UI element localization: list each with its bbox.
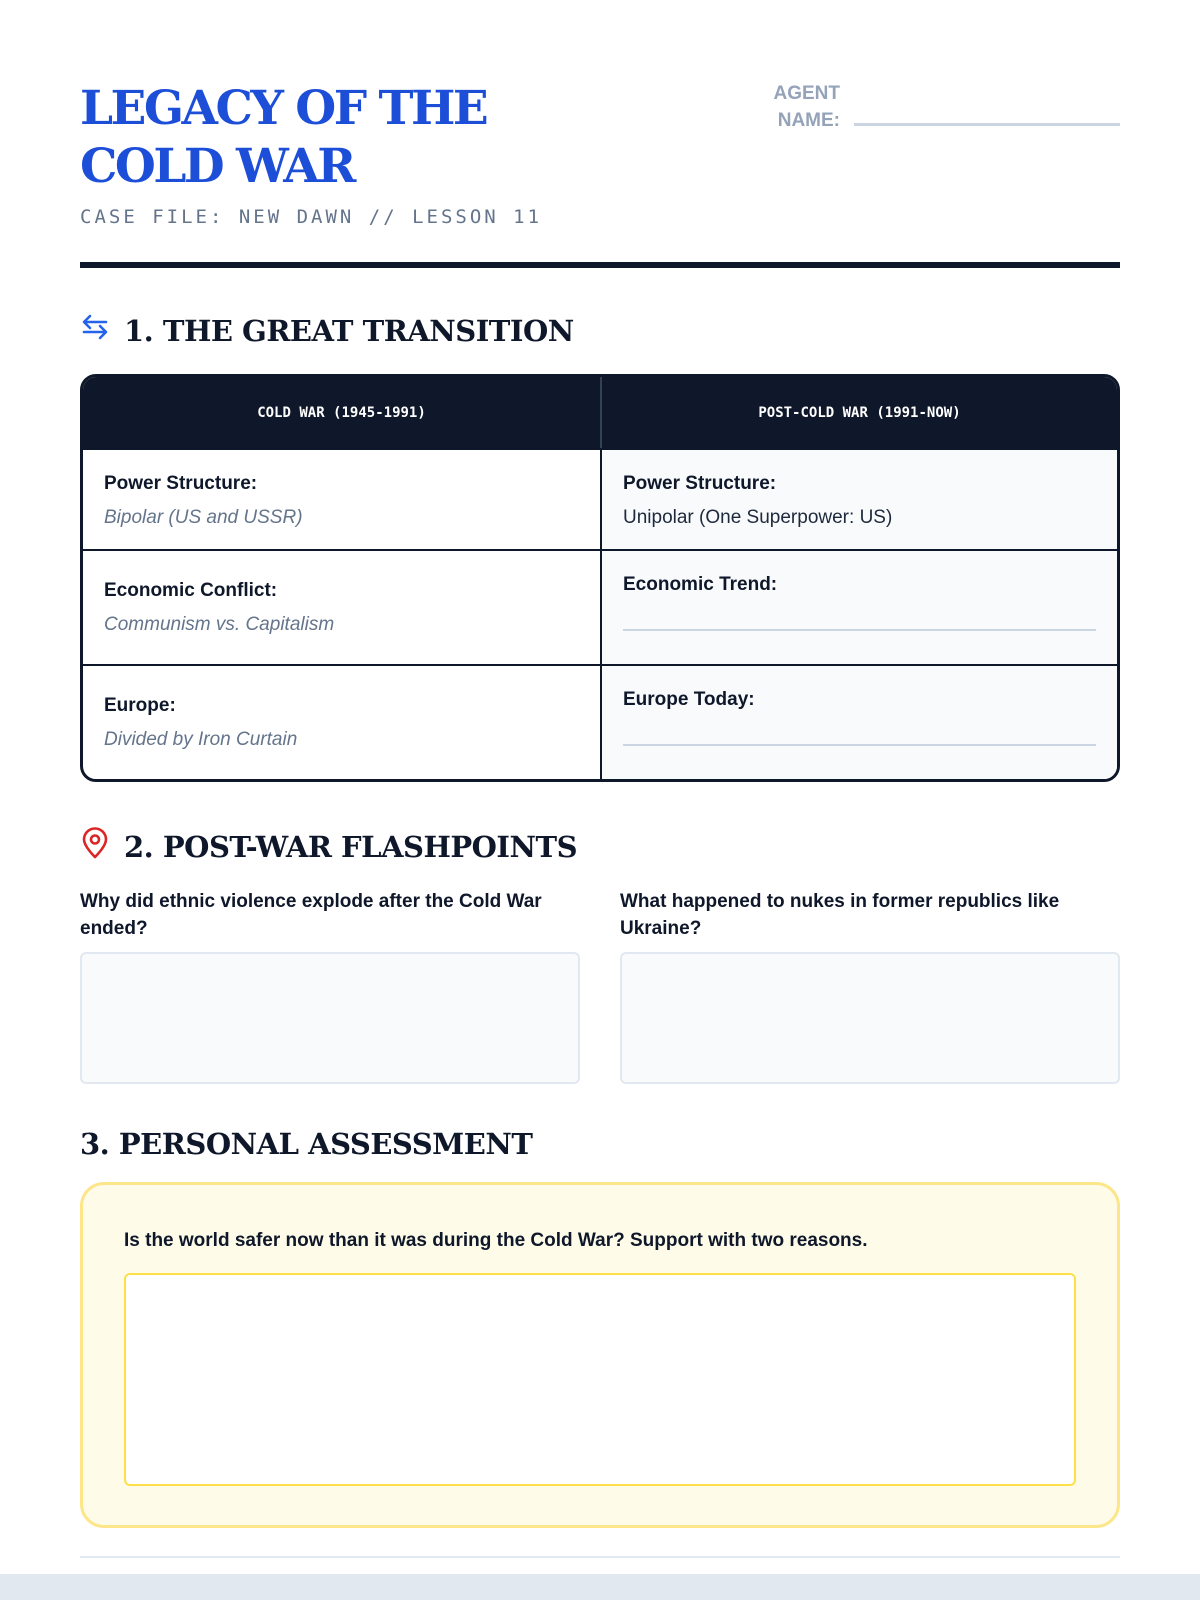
page-subtitle: CASE FILE: NEW DAWN // LESSON 11 (80, 206, 543, 228)
question-label: Why did ethnic violence explode after the Cold War ended? (80, 891, 542, 939)
agent-name-input-line[interactable] (854, 123, 1120, 126)
agent-name-field (758, 80, 1120, 134)
question-label: What happened to nukes in former republics like Ukraine? (620, 891, 1060, 939)
table-cell (83, 666, 600, 779)
question-ethnic-violence (80, 888, 580, 1084)
map-pin-icon (80, 827, 124, 866)
cell-value: Unipolar (One Superpower: US) (623, 507, 893, 528)
cell-label: Europe Today: (623, 689, 755, 710)
question-nukes (620, 888, 1120, 1084)
section-3-title: 3. PERSONAL ASSESSMENT (80, 1127, 533, 1161)
cell-label: Europe: (104, 695, 176, 716)
personal-assessment-card (80, 1182, 1120, 1528)
section-1-title: 1. THE GREAT TRANSITION (124, 313, 574, 348)
cell-value: Bipolar (US and USSR) (104, 507, 303, 528)
footer-divider (80, 1556, 1120, 1558)
table-cell (600, 450, 1117, 549)
section-2-heading (80, 827, 577, 866)
section-1-heading (80, 312, 574, 349)
section-3-heading (80, 1127, 532, 1161)
assessment-prompt: Is the world safer now than it was during the Cold War? Support with two reasons. (124, 1230, 868, 1251)
cell-label: Economic Conflict: (104, 580, 278, 601)
answer-box[interactable] (620, 952, 1120, 1084)
section-2-title: 2. POST-WAR FLASHPOINTS (124, 829, 578, 864)
table-row (83, 549, 1117, 664)
agent-name-label: AGENT NAME: (773, 83, 840, 131)
table-row (83, 664, 1117, 779)
table-header-row (83, 377, 1117, 448)
europe-today-answer-line[interactable] (623, 744, 1096, 746)
answer-box[interactable] (80, 952, 580, 1084)
assessment-answer-box[interactable] (124, 1273, 1076, 1486)
cell-label: Power Structure: (623, 473, 777, 494)
table-cell (600, 551, 1117, 664)
table-row (83, 448, 1117, 549)
page-title: LEGACY OF THE COLD WAR (80, 81, 487, 194)
cell-value: Communism vs. Capitalism (104, 614, 335, 635)
cell-label: Power Structure: (104, 473, 258, 494)
cell-value: Divided by Iron Curtain (104, 729, 298, 750)
comparison-table (80, 374, 1120, 782)
table-cell (83, 551, 600, 664)
economic-trend-answer-line[interactable] (623, 629, 1096, 631)
column-header-cold-war: COLD WAR (1945-1991) (257, 404, 426, 421)
cell-label: Economic Trend: (623, 574, 778, 595)
header (80, 0, 1120, 268)
arrows-exchange-icon (80, 312, 124, 349)
column-header-post-cold-war: POST-COLD WAR (1991-NOW) (600, 377, 1117, 448)
table-cell (83, 450, 600, 549)
table-cell (600, 666, 1117, 779)
